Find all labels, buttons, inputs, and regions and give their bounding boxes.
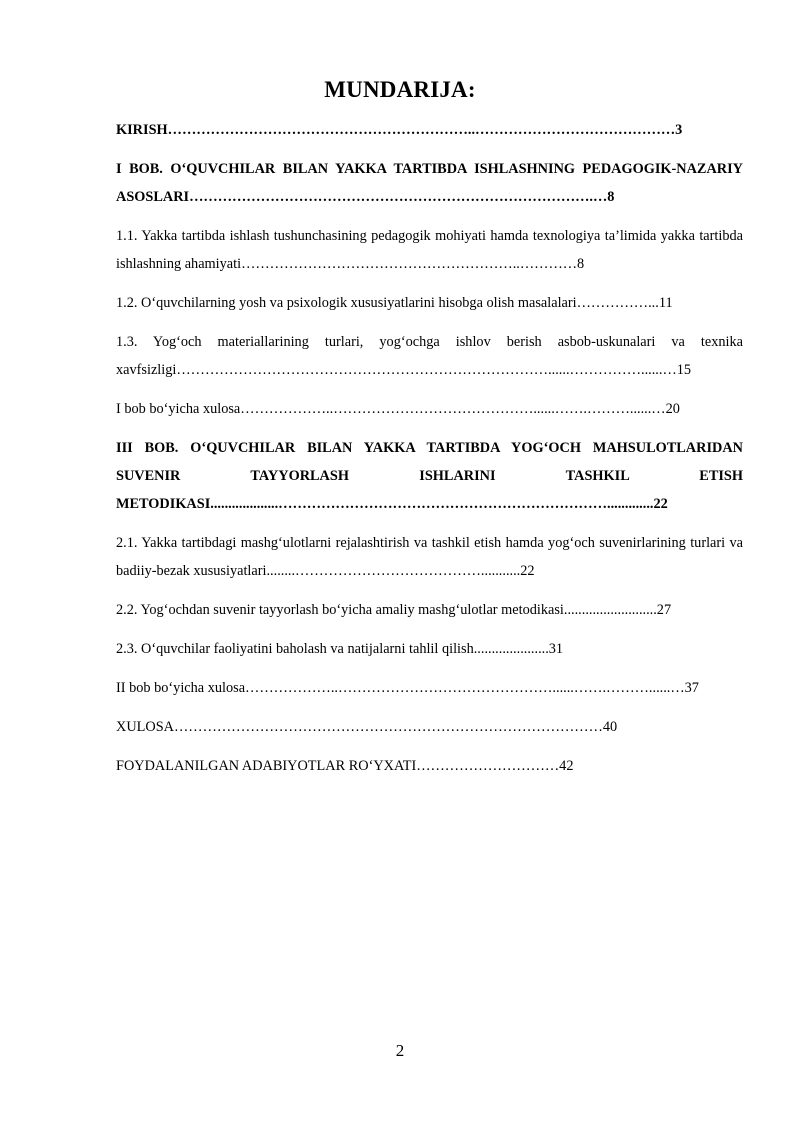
page-title: MUNDARIJA:	[324, 77, 476, 102]
toc-entry-2-1: 2.1. Yakka tartibdagi mashg‘ulotlarni rejalashtirish va tashkil etish hamda yog‘och suvenirlarining turlari va badiiy-bezak xususiyatlari........…………………………………...........22	[116, 535, 743, 579]
toc-entry-2-3: 2.3. O‘quvchilar faoliyatini baholash va natijalarni tahlil qilish.....................31	[116, 641, 564, 657]
toc-entry-chapter-3: III BOB. O‘QUVCHILAR BILAN YAKKA TARTIBDA YOG‘OCH MAHSULOTLARIDAN SUVENIR TAYYORLASH ISHLARINI TASHKIL ETISH METODIKASI...................…………………………………………………………….............22	[116, 440, 743, 512]
toc-entry-1-2: 1.2. O‘quvchilarning yosh va psixologik xususiyatlarini hisobga olish masalalari……………...11	[116, 295, 673, 311]
toc-entry-conclusion: XULOSA………………………………………………………………………………40	[116, 719, 618, 735]
toc-entry-references: FOYDALANILGAN ADABIYOTLAR RO‘YXATI…………………………42	[116, 758, 574, 774]
toc-entry-2-2: 2.2. Yog‘ochdan suvenir tayyorlash bo‘yicha amaliy mashg‘ulotlar metodikasi..........................27	[116, 602, 672, 618]
toc-entry-chapter-2-conclusion: II bob bo‘yicha xulosa………………..………………………………………......…….………......…37	[116, 680, 699, 696]
page-number: 2	[395, 1041, 405, 1060]
table-of-contents	[116, 116, 743, 780]
toc-entry-chapter-1: I BOB. O‘QUVCHILAR BILAN YAKKA TARTIBDA ISHLASHNING PEDAGOGIK-NAZARIY ASOSLARI………………………………………………………………………….…8	[116, 161, 743, 205]
toc-entry-chapter-1-conclusion: I bob bo‘yicha xulosa………………..……………………………………......…….………......…20	[116, 401, 680, 417]
toc-entry-1-3: 1.3. Yog‘och materiallarining turlari, yog‘ochga ishlov berish asbob-uskunalari va texnika xavfsizligi……………………………………………………………………......……………......…15	[116, 334, 743, 378]
toc-entry-kirish: KIRISH………………………………………………………..……………………………………3	[116, 122, 683, 138]
toc-entry-1-1: 1.1. Yakka tartibda ishlash tushunchasining pedagogik mohiyati hamda texnologiya ta’limida yakka tartibda ishlashning ahamiyati…………………………………………………..…………8	[116, 228, 743, 272]
